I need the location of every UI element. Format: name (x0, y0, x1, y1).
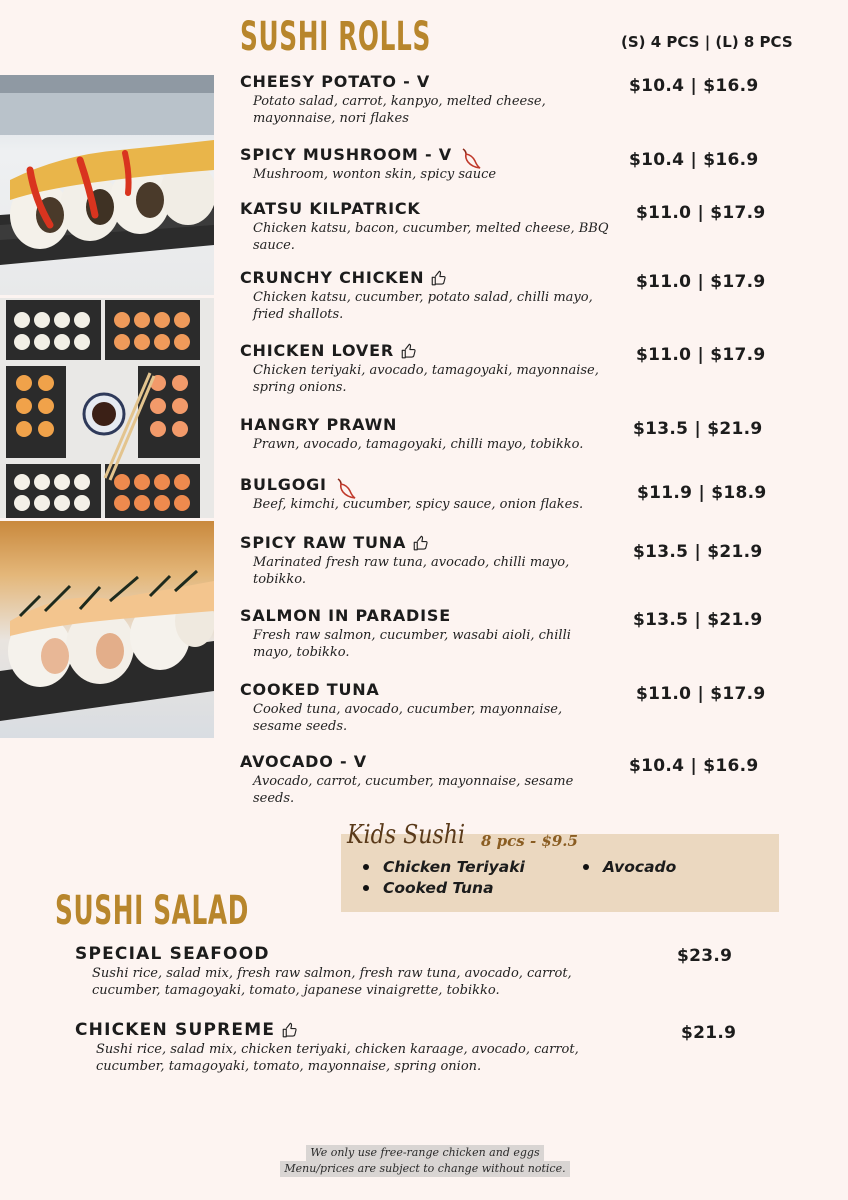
roll-description: Chicken teriyaki, avocado, tamagoyaki, mayonnaise, spring onions. (253, 363, 599, 395)
roll-description: Chicken katsu, cucumber, potato salad, chilli mayo, fried shallots. (253, 290, 593, 322)
size-header: (S) 4 PCS | (L) 8 PCS (621, 33, 793, 51)
roll-name-label: HANGRY PRAWN (240, 415, 398, 434)
roll-price: $11.0 | $17.9 (636, 345, 766, 365)
kids-item-label: Avocado (603, 858, 677, 876)
roll-price: $13.5 | $21.9 (633, 610, 763, 630)
thumbs-up-icon (400, 342, 418, 360)
salad-description: Sushi rice, salad mix, chicken teriyaki, chicken karaage, avocado, carrot, cucumber, tamagoyaki, tomato, mayonnaise, spring onion. (96, 1042, 579, 1074)
roll-price: $13.5 | $21.9 (633, 419, 763, 439)
roll-price: $11.9 | $18.9 (637, 483, 767, 503)
roll-name-label: COOKED TUNA (240, 680, 380, 699)
roll-price: $11.0 | $17.9 (636, 684, 766, 704)
roll-price: $11.0 | $17.9 (636, 203, 766, 223)
roll-description: Prawn, avocado, tamagoyaki, chilli mayo, tobikko. (253, 437, 584, 452)
thumbs-up-icon (281, 1021, 299, 1039)
salad-name-label: SPECIAL SEAFOOD (75, 944, 270, 964)
roll-price: $13.5 | $21.9 (633, 542, 763, 562)
roll-name-label: SPICY RAW TUNA (240, 533, 407, 552)
platter-photo (0, 298, 214, 518)
salad-name-label: CHICKEN SUPREME (75, 1020, 276, 1040)
roll-name-label: CHICKEN LOVER (240, 341, 394, 360)
sushi-salad-title: SUSHI SALAD (55, 888, 249, 934)
kids-item-label: Chicken Teriyaki (383, 858, 525, 876)
roll-description: Beef, kimchi, cucumber, spicy sauce, onion flakes. (253, 497, 584, 512)
salad-description: Sushi rice, salad mix, fresh raw salmon, fresh raw tuna, avocado, carrot, cucumber, tamagoyaki, tomato, japanese vinaigrette, tobikko. (92, 966, 572, 998)
sushi-rolls-title: SUSHI ROLLS (240, 14, 431, 60)
roll-name-label: SPICY MUSHROOM - V (240, 145, 452, 164)
footer-line-1: We only use free-range chicken and eggs (306, 1145, 543, 1161)
salmon-roll-photo (0, 521, 214, 738)
salad-price: $21.9 (681, 1023, 737, 1043)
roll-description: Marinated fresh raw tuna, avocado, chilli mayo, tobikko. (253, 555, 570, 587)
salad-price: $23.9 (677, 946, 733, 966)
roll-name-label: KATSU KILPATRICK (240, 199, 421, 218)
roll-price: $11.0 | $17.9 (636, 272, 766, 292)
roll-price: $10.4 | $16.9 (629, 756, 759, 776)
salad-name (75, 944, 775, 964)
kids-item (363, 879, 494, 897)
kids-item-label: Cooked Tuna (383, 879, 494, 897)
chili-icon (458, 146, 476, 164)
roll-description: Potato salad, carrot, kanpyo, melted cheese, mayonnaise, nori flakes (253, 94, 546, 126)
roll-description: Cooked tuna, avocado, cucumber, mayonnaise, sesame seeds. (253, 702, 563, 734)
roll-description: Fresh raw salmon, cucumber, wasabi aioli, chilli mayo, tobikko. (253, 628, 571, 660)
roll-price: $10.4 | $16.9 (629, 150, 759, 170)
kids-sushi-price: 8 pcs - $9.5 (481, 832, 578, 850)
footer-note (268, 1145, 582, 1177)
roll-description: Mushroom, wonton skin, spicy sauce (253, 167, 497, 182)
roll-description: Avocado, carrot, cucumber, mayonnaise, sesame seeds. (253, 774, 574, 806)
salad-item (75, 1020, 775, 1075)
kids-item (363, 858, 525, 876)
footer-line-2: Menu/prices are subject to change without notice. (280, 1161, 569, 1177)
kids-sushi-title: Kids Sushi (347, 820, 466, 850)
roll-name-label: SALMON IN PARADISE (240, 606, 451, 625)
chili-icon (333, 476, 351, 494)
salad-item (75, 944, 775, 999)
thumbs-up-icon (412, 534, 430, 552)
cheesy-roll-photo (0, 75, 214, 295)
roll-price: $10.4 | $16.9 (629, 76, 759, 96)
thumbs-up-icon (430, 269, 448, 287)
roll-name-label: CHEESY POTATO - V (240, 72, 431, 91)
salad-name (75, 1020, 775, 1040)
roll-name-label: BULGOGI (240, 475, 327, 494)
roll-description: Chicken katsu, bacon, cucumber, melted cheese, BBQ sauce. (253, 221, 609, 253)
kids-item (583, 858, 676, 876)
roll-name-label: CRUNCHY CHICKEN (240, 268, 425, 287)
roll-name-label: AVOCADO - V (240, 752, 367, 771)
